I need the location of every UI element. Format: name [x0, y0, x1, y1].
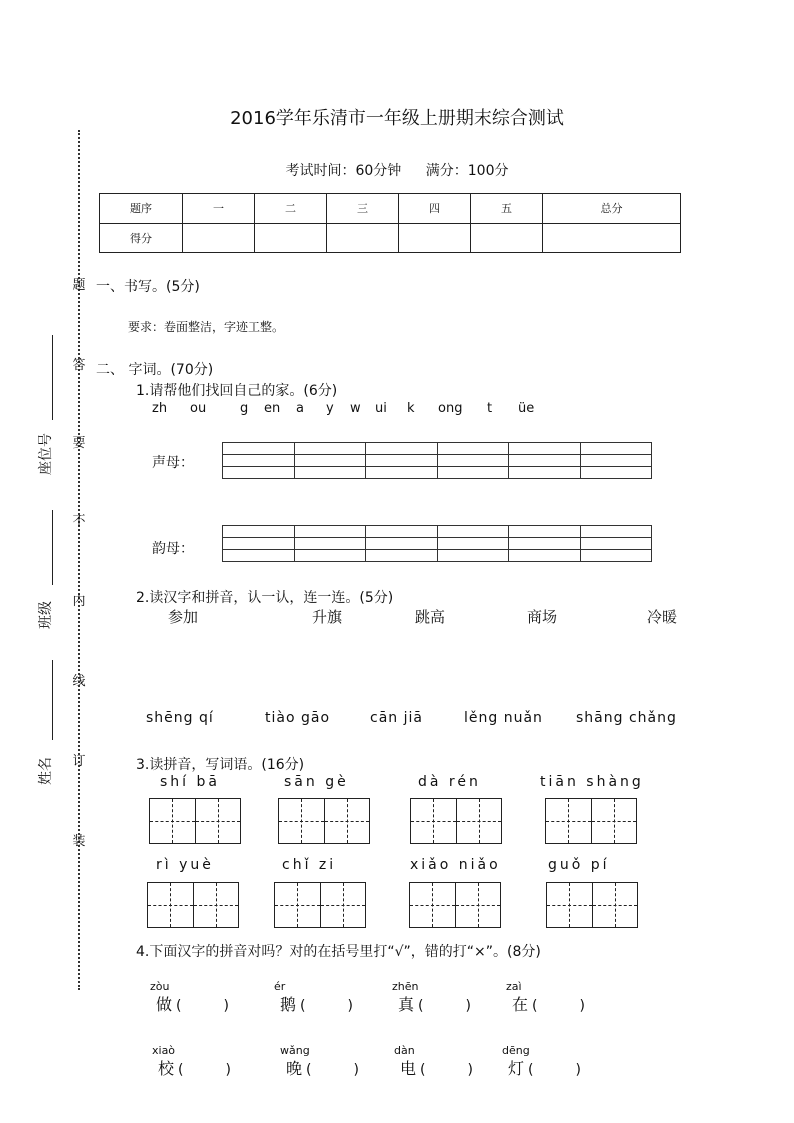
score-input-cell[interactable] [543, 223, 681, 253]
pinyin-item: üe [518, 401, 535, 416]
q2-word[interactable]: 商场 [527, 608, 558, 626]
binding-char: 线 [72, 674, 86, 689]
q4-pinyin: dàn [394, 1044, 415, 1057]
pinyin-item: g [240, 401, 249, 416]
q2-pinyin[interactable]: shēng qí [146, 710, 214, 726]
q2-word[interactable]: 参加 [168, 608, 199, 626]
yunmu-writing-grid[interactable] [222, 525, 652, 562]
q4-pinyin: zòu [150, 980, 170, 993]
binding-char: 答 [72, 358, 86, 373]
q4-char: 校 [158, 1059, 175, 1078]
q3-writing-box[interactable] [149, 798, 241, 844]
q2-pinyin[interactable]: cān jiā [370, 710, 423, 726]
q4-pinyin: zhēn [392, 980, 419, 993]
score-header-cell: 三 [327, 194, 399, 224]
q2-pinyin-row [0, 710, 794, 730]
q3-pinyin: xiǎo niǎo [410, 857, 501, 873]
q3-writing-box[interactable] [409, 882, 501, 928]
q4-pinyin: dēng [502, 1044, 530, 1057]
q4-answer-paren[interactable]: ( ) [532, 998, 585, 1014]
q4-answer-paren[interactable]: ( ) [300, 998, 353, 1014]
q2-pinyin[interactable]: tiào gāo [265, 710, 331, 726]
q3-pinyin: sān gè [284, 774, 349, 790]
score-header-cell: 一 [183, 194, 255, 224]
q4-item [506, 980, 585, 1015]
q4-item [394, 1044, 473, 1079]
q3-writing-box[interactable] [546, 882, 638, 928]
full-score: 满分：100分 [425, 163, 509, 179]
yunmu-label: 韵母： [152, 541, 194, 557]
q4-answer-paren[interactable]: ( ) [528, 1062, 581, 1078]
q2-word[interactable]: 跳高 [415, 608, 446, 626]
q3-pinyin: chǐ zi [282, 857, 337, 873]
binding-char: 内 [72, 594, 86, 609]
q4-item [392, 980, 471, 1015]
q4-answer-paren[interactable]: ( ) [420, 1062, 473, 1078]
score-input-cell[interactable] [471, 223, 543, 253]
class-field[interactable] [52, 510, 53, 585]
pinyin-item: ong [438, 401, 463, 416]
q4-title: 4.下面汉字的拼音对吗？对的在括号里打“√”，错的打“×”。(8分) [136, 944, 541, 960]
score-header-cell: 总分 [543, 194, 681, 224]
q4-char: 灯 [508, 1059, 525, 1078]
q3-pinyin: shí bā [160, 774, 220, 790]
binding-char: 不 [72, 514, 86, 529]
score-table-score-row [100, 223, 681, 253]
q4-pinyin: ér [274, 980, 286, 993]
q4-pinyin: wǎng [280, 1044, 310, 1057]
pinyin-item: k [407, 401, 415, 416]
score-input-cell[interactable] [183, 223, 255, 253]
q1-title: 1.请帮他们找回自己的家。(6分) [136, 383, 338, 399]
q4-char: 鹅 [280, 995, 297, 1014]
pinyin-item: ou [190, 401, 207, 416]
pinyin-item: w [350, 401, 361, 416]
page-title: 2016学年乐清市一年级上册期末综合测试 [230, 108, 564, 129]
q4-item [150, 980, 229, 1015]
q4-answer-paren[interactable]: ( ) [306, 1062, 359, 1078]
q4-item [280, 1044, 359, 1079]
q3-pinyin: dà rén [418, 774, 481, 790]
q3-writing-box[interactable] [274, 882, 366, 928]
q4-char: 在 [512, 995, 529, 1014]
score-input-cell[interactable] [255, 223, 327, 253]
section1-heading: 一、书写。(5分) [96, 279, 200, 295]
pinyin-item: zh [152, 401, 168, 416]
q4-char: 真 [398, 995, 415, 1014]
score-header-cell: 题序 [100, 194, 183, 224]
binding-char: 订 [72, 754, 86, 769]
score-input-cell[interactable] [399, 223, 471, 253]
pinyin-item: y [326, 401, 334, 416]
score-header-cell: 二 [255, 194, 327, 224]
q3-writing-box[interactable] [410, 798, 502, 844]
score-input-cell[interactable] [327, 223, 399, 253]
shengmu-writing-grid[interactable] [222, 442, 652, 479]
q3-writing-box[interactable] [278, 798, 370, 844]
q3-title: 3.读拼音，写词语。(16分) [136, 757, 305, 773]
q2-pinyin[interactable]: lěng nuǎn [464, 710, 543, 726]
q3-writing-box[interactable] [545, 798, 637, 844]
binding-char: 装 [72, 834, 86, 849]
pinyin-item: a [296, 401, 304, 416]
section1-requirement: 要求：卷面整洁，字迹工整。 [128, 320, 285, 334]
binding-char: 题 [72, 278, 86, 293]
q3-writing-box[interactable] [147, 882, 239, 928]
q2-words-row [0, 601, 794, 629]
pinyin-item: ui [375, 401, 387, 416]
score-row-label: 得分 [100, 223, 183, 253]
q4-item [502, 1044, 581, 1079]
q4-item [152, 1044, 231, 1079]
q2-title: 2.读汉字和拼音，认一认，连一连。(5分) [136, 590, 394, 606]
q3-pinyin: guǒ pí [548, 857, 610, 873]
exam-time: 考试时间：60分钟 [285, 163, 402, 179]
section2-heading: 二、 字词。(70分) [96, 362, 214, 378]
score-table [99, 193, 681, 253]
binding-dotted-line [78, 130, 80, 990]
q4-pinyin: zaì [506, 980, 522, 993]
name-label: 姓名 [38, 757, 54, 785]
score-header-cell: 四 [399, 194, 471, 224]
q4-item [274, 980, 353, 1015]
score-table-header-row [100, 194, 681, 224]
q4-char: 晚 [286, 1059, 303, 1078]
seat-number-label: 座位号 [38, 433, 54, 475]
q4-answer-paren[interactable]: ( ) [176, 998, 229, 1014]
class-label: 班级 [38, 601, 54, 629]
score-header-cell: 五 [471, 194, 543, 224]
q2-word[interactable]: 升旗 [312, 608, 343, 626]
q4-pinyin: xiaò [152, 1044, 176, 1057]
exam-info [0, 160, 794, 180]
q2-pinyin[interactable]: shāng chǎng [576, 710, 677, 726]
q4-char: 电 [400, 1059, 417, 1078]
q3-pinyin: tiān shàng [540, 774, 644, 790]
binding-char: 要 [72, 436, 86, 451]
q4-answer-paren[interactable]: ( ) [178, 1062, 231, 1078]
q1-pinyin-row [0, 401, 794, 419]
q4-char: 做 [156, 995, 173, 1014]
q4-answer-paren[interactable]: ( ) [418, 998, 471, 1014]
shengmu-label: 声母： [152, 455, 194, 471]
q3-pinyin: rì yuè [156, 857, 214, 873]
pinyin-item: en [264, 401, 281, 416]
q2-word[interactable]: 冷暖 [647, 608, 678, 626]
pinyin-item: t [487, 401, 493, 416]
